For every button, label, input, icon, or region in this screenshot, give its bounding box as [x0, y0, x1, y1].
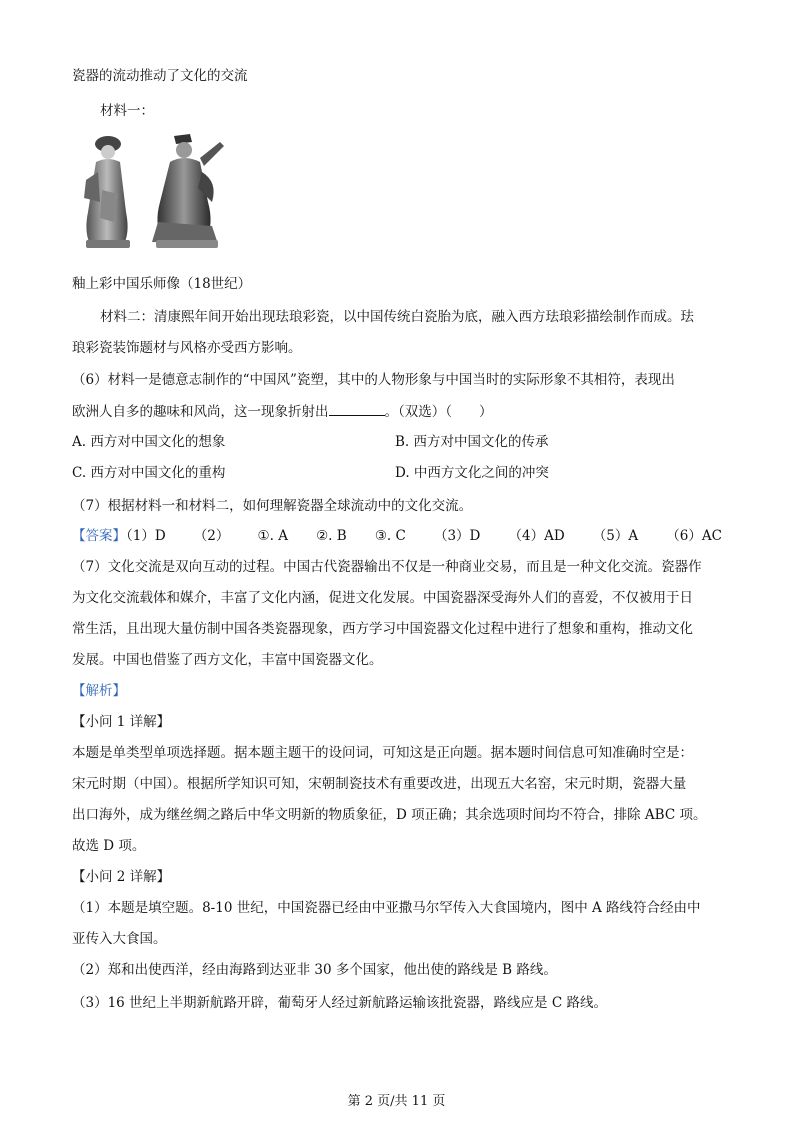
answer-2: （2）	[193, 528, 230, 544]
option-a: A. 西方对中国文化的想象	[72, 434, 226, 450]
answer-5: （5）A	[592, 528, 639, 544]
sub1-line-2: 宋元时期（中国）。根据所学知识可知，宋朝制瓷技术有重要改进，出现五大名窑，宋元时期，瓷器大量	[72, 776, 687, 792]
option-c: C. 西方对中国文化的重构	[72, 465, 226, 481]
question-6-line-1: （6）材料一是德意志制作的“中国风”瓷塑，其中的人物形象与中国当时的实际形象不其相符，表现出	[72, 372, 675, 388]
answer-7-line-2: 为文化交流载体和媒介，丰富了文化内涵，促进文化发展。中国瓷器深受海外人们的喜爱，不仅被用于日	[72, 590, 693, 606]
left-figurine	[84, 136, 130, 248]
sub1-line-4: 故选 D 项。	[72, 838, 146, 854]
answer-4: （4）AD	[508, 528, 565, 544]
options-row-1	[72, 432, 722, 452]
question-6-choice-note: 。（双选）（ ）	[384, 404, 493, 420]
answer-blank	[329, 401, 385, 416]
material2-line-2: 琅彩瓷装饰题材与风格亦受西方影响。	[72, 340, 302, 356]
sub2-line-2: 亚传入大食国。	[72, 931, 167, 947]
sub1-line-1: 本题是单类型单项选择题。据本题主题干的设问词，可知这是正向题。据本题时间信息可知准确时空是：	[72, 745, 693, 761]
sub2-line-1: （1）本题是填空题。8-10 世纪，中国瓷器已经由中亚撒马尔罕传入大食国境内，图中 A 路线符合经由中	[72, 900, 701, 916]
answer-2-3: ③. C	[374, 528, 406, 544]
sub2-line-3: （2）郑和出使西洋，经由海路到达亚非 30 多个国家，他出使的路线是 B 路线。	[72, 962, 557, 978]
question-7: （7）根据材料一和材料二，如何理解瓷器全球流动中的文化交流。	[72, 498, 473, 514]
options-row-2	[72, 463, 722, 483]
porcelain-musician-figurines-image	[78, 132, 236, 256]
right-figurine	[152, 134, 224, 248]
image-caption: 釉上彩中国乐师像（18世纪）	[72, 276, 252, 292]
figurines-illustration	[78, 132, 236, 256]
answer-1: （1）D	[126, 528, 166, 544]
answer-3: （3）D	[433, 528, 481, 544]
answer-row	[72, 526, 722, 546]
sub-question-2-label: 【小问 2 详解】	[72, 869, 171, 885]
sub-question-1-label: 【小问 1 详解】	[72, 714, 171, 730]
answer-7-line-1: （7）文化交流是双向互动的过程。中国古代瓷器输出不仅是一种商业交易，而且是一种文化交流。瓷器作	[72, 559, 702, 575]
answer-label: 【答案】	[72, 528, 126, 544]
question-6-stem: 欧洲人自多的趣味和风尚，这一现象折射出	[72, 404, 329, 420]
page-title: 瓷器的流动推动了文化的交流	[72, 68, 248, 84]
answer-6: （6）AC	[666, 528, 722, 544]
material2-line-1: 材料二：清康熙年间开始出现珐琅彩瓷，以中国传统白瓷胎为底，融入西方珐琅彩描绘制作而成。珐	[100, 309, 694, 325]
sub1-line-3: 出口海外，成为继丝绸之路后中华文明新的物质象征，D 项正确；其余选项时间均不符合，排除 ABC 项。	[72, 807, 707, 823]
answer-7-line-3: 常生活，且出现大量仿制中国各类瓷器现象，西方学习中国瓷器文化过程中进行了想象和重构，推动文化	[72, 621, 693, 637]
analysis-label: 【解析】	[72, 683, 126, 699]
sub2-line-4: （3）16 世纪上半期新航路开辟，葡萄牙人经过新航路运输该批瓷器，路线应是 C 路线。	[72, 995, 607, 1011]
option-b: B. 西方对中国文化的传承	[395, 434, 549, 450]
option-d: D. 中西方文化之间的冲突	[395, 465, 549, 481]
answer-7-line-4: 发展。中国也借鉴了西方文化，丰富中国瓷器文化。	[72, 652, 383, 668]
question-6-line-2	[72, 401, 493, 422]
answer-2-2: ②. B	[316, 528, 347, 544]
material1-label: 材料一：	[100, 103, 154, 119]
page-footer: 第 2 页/共 11 页	[347, 1094, 446, 1109]
answer-2-1: ①. A	[257, 528, 288, 544]
